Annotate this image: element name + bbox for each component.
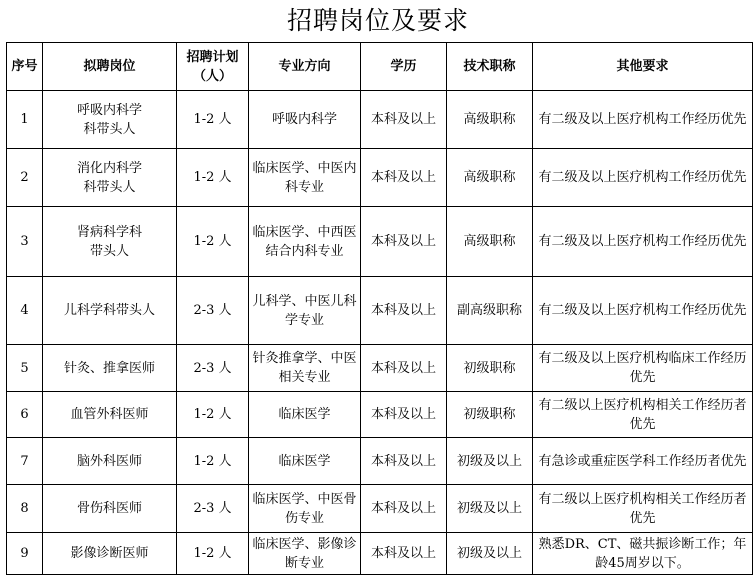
row-education: 本科及以上	[361, 485, 447, 533]
row-tech-title: 初级及以上	[447, 485, 533, 533]
row-position: 骨伤科医师	[43, 485, 177, 533]
row-no: 8	[7, 485, 43, 533]
row-major: 临床医学、影像诊断专业	[249, 533, 361, 575]
table-row	[7, 277, 753, 345]
row-no: 6	[7, 392, 43, 438]
row-education: 本科及以上	[361, 345, 447, 392]
row-tech-title: 初级及以上	[447, 438, 533, 485]
row-headcount: 1-2 人	[177, 392, 249, 438]
row-headcount: 1-2 人	[177, 207, 249, 277]
row-position: 脑外科医师	[43, 438, 177, 485]
page-title: 招聘岗位及要求	[286, 6, 469, 35]
row-major: 临床医学、中医骨伤专业	[249, 485, 361, 533]
row-no: 9	[7, 533, 43, 575]
row-major: 针灸推拿学、中医相关专业	[249, 345, 361, 392]
row-no: 5	[7, 345, 43, 392]
row-no: 1	[7, 91, 43, 149]
table-row	[7, 149, 753, 207]
row-education: 本科及以上	[361, 277, 447, 345]
table-row	[7, 91, 753, 149]
row-position: 影像诊断医师	[43, 533, 177, 575]
row-position: 消化内科学科带头人	[43, 149, 177, 207]
header-tech-title: 技术职称	[447, 43, 533, 91]
table-row	[7, 392, 753, 438]
row-headcount: 1-2 人	[177, 533, 249, 575]
table-row	[7, 438, 753, 485]
row-other: 有二级及以上医疗机构临床工作经历优先	[533, 345, 753, 392]
row-major: 临床医学	[249, 392, 361, 438]
row-headcount: 1-2 人	[177, 91, 249, 149]
recruitment-table	[6, 42, 753, 575]
row-other: 有二级及以上医疗机构工作经历优先	[533, 149, 753, 207]
row-position: 儿科学科带头人	[43, 277, 177, 345]
row-other: 有二级以上医疗机构相关工作经历者优先	[533, 392, 753, 438]
row-no: 3	[7, 207, 43, 277]
row-headcount: 2-3 人	[177, 345, 249, 392]
table-row	[7, 207, 753, 277]
row-major: 呼吸内科学	[249, 91, 361, 149]
row-education: 本科及以上	[361, 533, 447, 575]
row-position: 血管外科医师	[43, 392, 177, 438]
row-no: 4	[7, 277, 43, 345]
row-other: 有二级及以上医疗机构工作经历优先	[533, 277, 753, 345]
header-major: 专业方向	[249, 43, 361, 91]
row-education: 本科及以上	[361, 91, 447, 149]
row-tech-title: 初级职称	[447, 345, 533, 392]
row-tech-title: 副高级职称	[447, 277, 533, 345]
table-row	[7, 533, 753, 575]
row-education: 本科及以上	[361, 207, 447, 277]
header-education: 学历	[361, 43, 447, 91]
table-header-row	[7, 43, 753, 91]
row-education: 本科及以上	[361, 149, 447, 207]
row-major: 儿科学、中医儿科学专业	[249, 277, 361, 345]
row-position: 呼吸内科学科带头人	[43, 91, 177, 149]
row-tech-title: 初级及以上	[447, 533, 533, 575]
header-headcount: 招聘计划（人）	[177, 43, 249, 91]
row-major: 临床医学、中医内科专业	[249, 149, 361, 207]
row-education: 本科及以上	[361, 438, 447, 485]
row-no: 7	[7, 438, 43, 485]
row-headcount: 1-2 人	[177, 149, 249, 207]
row-tech-title: 高级职称	[447, 149, 533, 207]
row-position: 针灸、推拿医师	[43, 345, 177, 392]
row-tech-title: 初级职称	[447, 392, 533, 438]
row-other: 熟悉DR、CT、磁共振诊断工作；年龄45周岁以下。	[533, 533, 753, 575]
row-headcount: 1-2 人	[177, 438, 249, 485]
row-no: 2	[7, 149, 43, 207]
row-major: 临床医学、中西医结合内科专业	[249, 207, 361, 277]
header-no: 序号	[7, 43, 43, 91]
table-row	[7, 485, 753, 533]
row-other: 有急诊或重症医学科工作经历者优先	[533, 438, 753, 485]
table-row	[7, 345, 753, 392]
row-headcount: 2-3 人	[177, 485, 249, 533]
row-other: 有二级及以上医疗机构工作经历优先	[533, 91, 753, 149]
header-other: 其他要求	[533, 43, 753, 91]
row-education: 本科及以上	[361, 392, 447, 438]
row-other: 有二级以上医疗机构相关工作经历者优先	[533, 485, 753, 533]
row-tech-title: 高级职称	[447, 207, 533, 277]
row-headcount: 2-3 人	[177, 277, 249, 345]
row-other: 有二级及以上医疗机构工作经历优先	[533, 207, 753, 277]
header-position: 拟聘岗位	[43, 43, 177, 91]
row-tech-title: 高级职称	[447, 91, 533, 149]
row-position: 肾病科学科带头人	[43, 207, 177, 277]
row-major: 临床医学	[249, 438, 361, 485]
